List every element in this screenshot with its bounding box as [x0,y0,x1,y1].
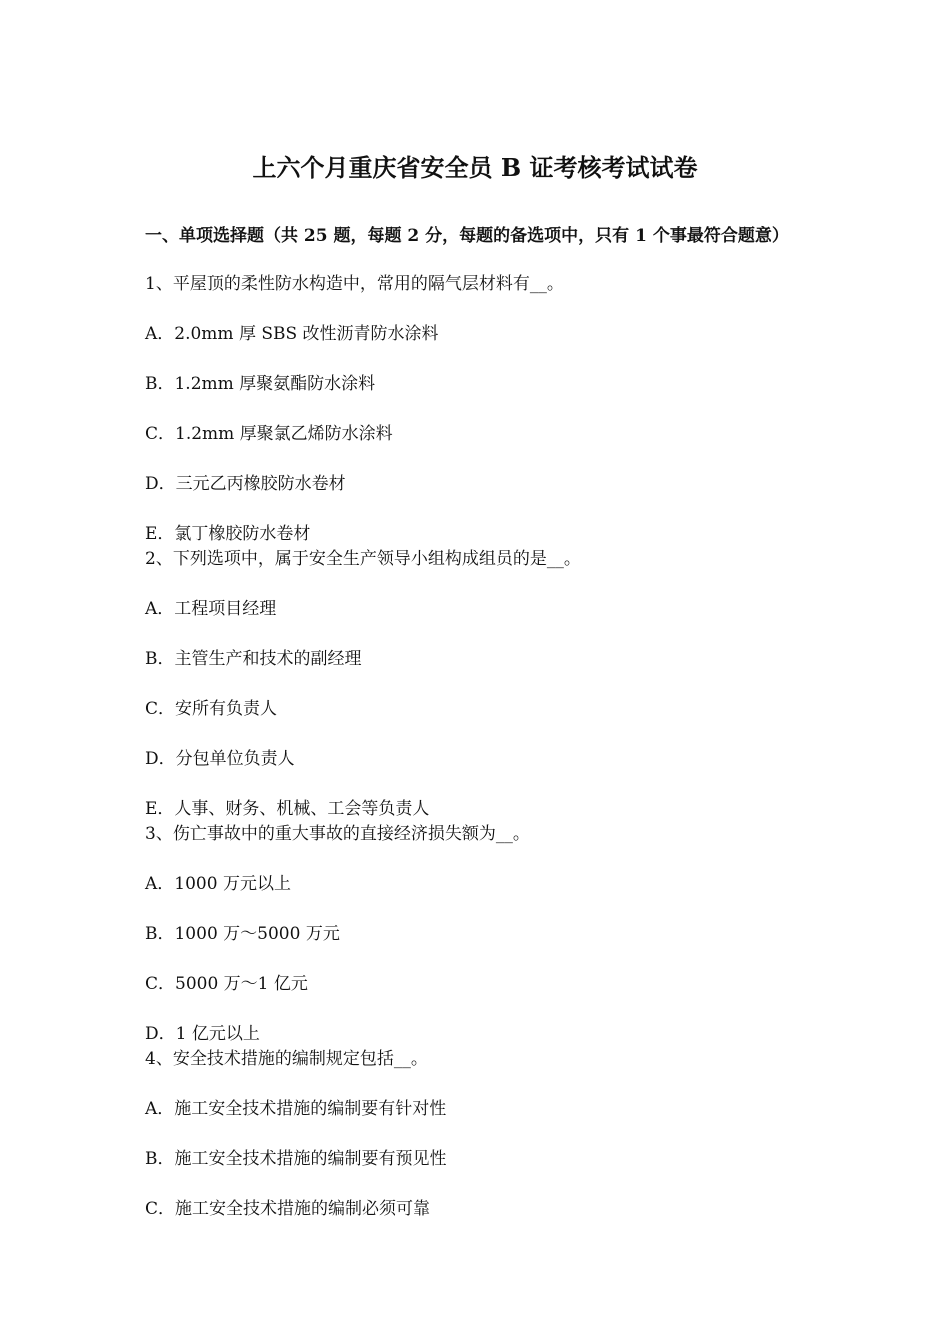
option-a: A．1000 万元以上 [145,874,291,894]
option-e: E．氯丁橡胶防水卷材 [145,524,311,544]
option-d: D．1 亿元以上 [145,1024,260,1044]
question-stem: 2、下列选项中，属于安全生产领导小组构成组员的是__。 [145,549,581,569]
option-a: A．工程项目经理 [145,599,277,619]
question-block [145,1047,825,1222]
option-b: B．主管生产和技术的副经理 [145,649,362,669]
option-e: E．人事、财务、机械、工会等负责人 [145,799,430,819]
option-c: C．1.2mm 厚聚氯乙烯防水涂料 [145,424,393,444]
option-a: A．施工安全技术措施的编制要有针对性 [145,1099,447,1119]
question-block [145,272,825,547]
question-stem: 4、安全技术措施的编制规定包括__。 [145,1049,428,1069]
question-block [145,822,825,1047]
question-stem: 1、平屋顶的柔性防水构造中，常用的隔气层材料有__。 [145,274,564,294]
option-b: B．1.2mm 厚聚氨酯防水涂料 [145,374,376,394]
option-d: D．分包单位负责人 [145,749,295,769]
question-list [145,272,825,1222]
question-block [145,547,825,822]
option-b: B．施工安全技术措施的编制要有预见性 [145,1149,447,1169]
option-a: A．2.0mm 厚 SBS 改性沥青防水涂料 [145,324,439,344]
document-title: 上六个月重庆省安全员 B 证考核考试试卷 [252,153,698,182]
section-heading: 一、单项选择题（共 25 题，每题 2 分，每题的备选项中，只有 1 个事最符合题意） [145,226,789,246]
option-b: B．1000 万～5000 万元 [145,924,340,944]
option-c: C．施工安全技术措施的编制必须可靠 [145,1199,431,1219]
option-c: C．安所有负责人 [145,699,278,719]
option-c: C．5000 万～1 亿元 [145,974,308,994]
question-stem: 3、伤亡事故中的重大事故的直接经济损失额为__。 [145,824,530,844]
option-d: D．三元乙丙橡胶防水卷材 [145,474,346,494]
